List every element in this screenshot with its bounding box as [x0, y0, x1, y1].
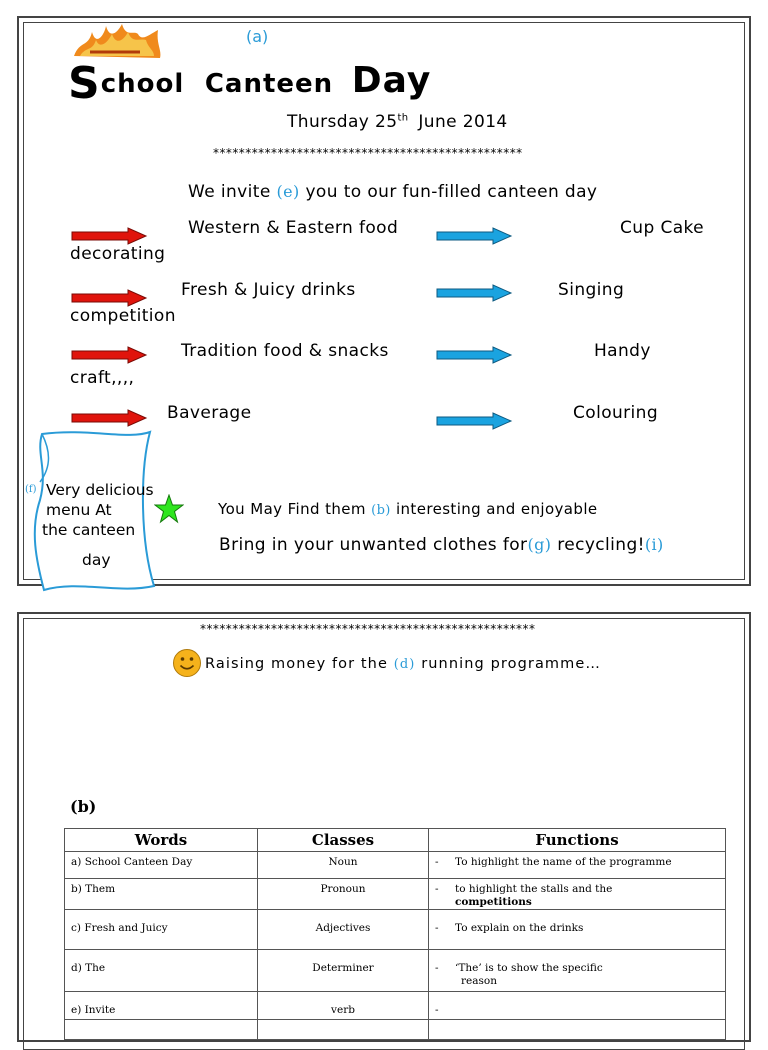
scroll-line-2: menu At — [46, 501, 112, 519]
title-school: chool — [100, 69, 185, 99]
row3-left: Tradition food & snacks — [181, 341, 389, 361]
col-classes: Classes — [258, 829, 429, 852]
scroll-line-3: the canteen — [42, 521, 136, 539]
red-arrow-icon — [70, 346, 148, 364]
fn-text-2: competitions — [455, 896, 532, 908]
cell-function: - — [429, 992, 726, 1020]
bring-post: recycling! — [557, 535, 645, 555]
row4-left: Baverage — [167, 403, 252, 423]
blue-arrow-icon — [435, 227, 513, 245]
red-arrow-icon — [70, 227, 148, 245]
marker-d: (d) — [393, 657, 416, 672]
col-functions: Functions — [429, 829, 726, 852]
cell-class: Adjectives — [258, 910, 429, 950]
cell-class: Pronoun — [258, 879, 429, 910]
row3-right: Handy — [594, 341, 651, 361]
marker-b: (b) — [371, 503, 391, 518]
cell-function: - To explain on the drinks — [429, 910, 726, 950]
row1-left: Western & Eastern food — [188, 218, 399, 238]
cell-word: d) The — [65, 950, 258, 992]
red-arrow-icon — [70, 409, 148, 427]
scroll-line-4: day — [82, 551, 111, 569]
fn-text: To explain on the drinks — [455, 922, 584, 934]
fn-text-2: reason — [461, 975, 497, 987]
event-date — [287, 112, 508, 132]
raising-pre: Raising money for the — [205, 656, 388, 672]
table-header-row — [65, 829, 726, 852]
col-words: Words — [65, 829, 258, 852]
star-divider-2: **************************************************** — [200, 622, 536, 636]
fn-text: To highlight the name of the programme — [455, 856, 672, 868]
scroll-text — [38, 480, 168, 570]
page-title — [68, 52, 432, 109]
cell-class: Determiner — [258, 950, 429, 992]
find-line — [218, 500, 598, 518]
row1-right: Cup Cake — [620, 218, 705, 238]
invite-post: you to our fun-filled canteen day — [305, 182, 598, 202]
blue-arrow-icon — [435, 346, 513, 364]
table-row — [65, 852, 726, 879]
green-star-icon — [154, 494, 184, 524]
fn-text: ‘The’ is to show the specific — [455, 962, 603, 974]
table-row — [65, 910, 726, 950]
row2-left: Fresh & Juicy drinks — [181, 280, 356, 300]
title-canteen: Canteen — [204, 69, 334, 99]
marker-g: (g) — [527, 535, 552, 554]
table-row — [65, 1020, 726, 1040]
words-table — [64, 828, 726, 1040]
star-divider: ************************************************ — [213, 146, 523, 160]
date-day: Thursday 25 — [287, 112, 398, 132]
cell-function: - to highlight the stalls and the competitions — [429, 879, 726, 910]
label-b: (b) — [70, 797, 97, 816]
fn-text: to highlight the stalls and the — [455, 883, 613, 895]
blue-arrow-icon — [435, 412, 513, 430]
bring-line — [219, 535, 664, 555]
title-day: Day — [351, 60, 432, 101]
cell-word: b) Them — [65, 879, 258, 910]
raising-line — [205, 656, 601, 672]
table-row — [65, 950, 726, 992]
blue-arrow-icon — [435, 284, 513, 302]
marker-f: (f) — [25, 484, 37, 495]
date-sup: th — [397, 112, 409, 124]
red-arrow-icon — [70, 289, 148, 307]
row2-wrap: competition — [70, 306, 176, 326]
row3-wrap: craft,,,, — [70, 368, 135, 388]
cell-word: a) School Canteen Day — [65, 852, 258, 879]
scroll-line-1: Very delicious — [46, 481, 154, 499]
cell-word: c) Fresh and Juicy — [65, 910, 258, 950]
date-month-year: June 2014 — [418, 112, 508, 132]
invite-pre: We invite — [188, 182, 271, 202]
marker-e: (e) — [276, 182, 300, 201]
label-a: (a) — [246, 27, 269, 46]
cell-function: - ‘The’ is to show the specific reason — [429, 950, 726, 992]
row1-wrap: decorating — [70, 244, 166, 264]
smiley-icon — [172, 648, 202, 678]
find-post: interesting and enjoyable — [395, 500, 598, 518]
table-row — [65, 879, 726, 910]
row4-right: Colouring — [573, 403, 659, 423]
cell-word: e) Invite — [65, 992, 258, 1020]
invite-line — [188, 182, 597, 202]
row2-right: Singing — [558, 280, 625, 300]
find-pre: You May Find them — [218, 500, 366, 518]
bring-pre: Bring in your unwanted clothes for — [219, 535, 528, 555]
marker-i: (i) — [644, 535, 664, 554]
cell-class: Noun — [258, 852, 429, 879]
table-row — [65, 992, 726, 1020]
raising-post: running programme… — [421, 656, 602, 672]
title-big-s: S — [68, 58, 101, 109]
cell-function: - To highlight the name of the programme — [429, 852, 726, 879]
cell-class: verb — [258, 992, 429, 1020]
